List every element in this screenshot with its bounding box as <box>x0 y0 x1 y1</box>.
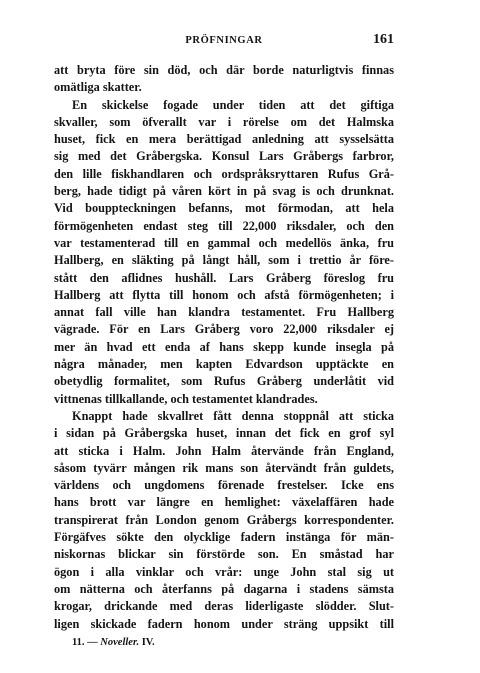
text-line: Förgäfves sökte den olycklige fadern instänga för män- <box>54 530 394 545</box>
text-line: Hallberg att flytta till honom och afstå förmögenheten; i <box>54 287 394 302</box>
text-line: vägrade. För en Lars Gråberg voro 22,000 riksdaler ej <box>54 322 394 337</box>
text-line: krogar, drickande med deras liderligaste slödder. Slut- <box>54 599 394 614</box>
text-line: stått den aflidnes hushåll. Lars Gråberg föreslog fru <box>54 270 394 285</box>
text-line: den lille fiskhandlaren och ordspråksryttaren Rufus Grå- <box>54 166 394 181</box>
text-line: mer än hvad ett enda af hans skepp kunde insegla på <box>54 339 394 354</box>
text-line: niskornas blickar sin förstörde son. En småstad har <box>54 547 394 562</box>
text-line: att bryta före sin död, och där borde naturligtvis finnas <box>54 63 394 77</box>
book-title: Noveller. <box>100 636 140 648</box>
page-header <box>54 30 394 52</box>
text-line: huset, fick en mera berättigad anledning att sysselsätta <box>54 132 394 147</box>
text-line: Knappt hade skvallret fått denna stoppnål att sticka <box>72 408 394 423</box>
text-line: transpirerat från London genom Gråbergs korrespondenter. <box>54 512 394 527</box>
text-line: förmögenheten endast steg till 22,000 riksdaler, och den <box>54 218 394 233</box>
text-line: skvaller, som öfverallt var i rörelse om det Halmska <box>54 114 394 129</box>
text-line: i sidan på Gråbergska huset, innan det fick en grof syl <box>54 426 394 441</box>
text-line: Hallberg, en släkting på långt håll, som i trettio år före- <box>54 253 394 268</box>
text-line: några månader, men kapten Edvardson upptäckte en <box>54 357 394 372</box>
text-line: ögon i alla vinklar och vrår: unge John stal sig ut <box>54 564 394 579</box>
text-line: att sticka i Halm. John Halm återvände från England, <box>54 443 394 458</box>
text-line: hans brott var längre en hemlighet: växelaffären hade <box>54 495 394 510</box>
text-line: vittnenas tillkallande, och testamentet klandrades. <box>54 391 318 406</box>
text-line: ligen skickade fadern honom under sträng uppsikt till <box>54 616 394 631</box>
running-head: PRÖFNINGAR <box>185 35 263 46</box>
page-footer <box>54 637 394 648</box>
text-line: obetydlig formalitet, som Rufus Gråberg underlåtit vid <box>54 374 394 389</box>
text-line: var testamenterad till en gammal och medellös änka, fru <box>54 235 394 250</box>
text-line: Vid bouppteckningen befanns, mot förmodan, att hela <box>54 201 394 216</box>
body-text <box>54 62 394 633</box>
text-line: omätliga skatter. <box>54 80 142 95</box>
book-page <box>54 30 394 648</box>
text-line: sig med det Gråbergska. Konsul Lars Gråbergs farbror, <box>54 149 394 164</box>
volume-number: IV. <box>141 636 155 648</box>
text-line: om nätterna och återfanns på dagarna i stadens sämsta <box>54 581 394 596</box>
text-line: såsom tyvärr mången rik mans son återvändt från guldets, <box>54 460 394 475</box>
text-line: annat fall ville han klandra testamentet. Fru Hallberg <box>54 305 394 320</box>
text-line: En skickelse fogade under tiden att det giftiga <box>72 97 394 112</box>
text-line: världens och ungdomens förenade frestelser. Icke ens <box>54 478 394 493</box>
text-line: berg, hade tidigt på våren kört in på svag is och drunknat. <box>54 184 394 199</box>
signature-mark: 11. — <box>72 636 98 648</box>
page-number: 161 <box>373 32 394 47</box>
